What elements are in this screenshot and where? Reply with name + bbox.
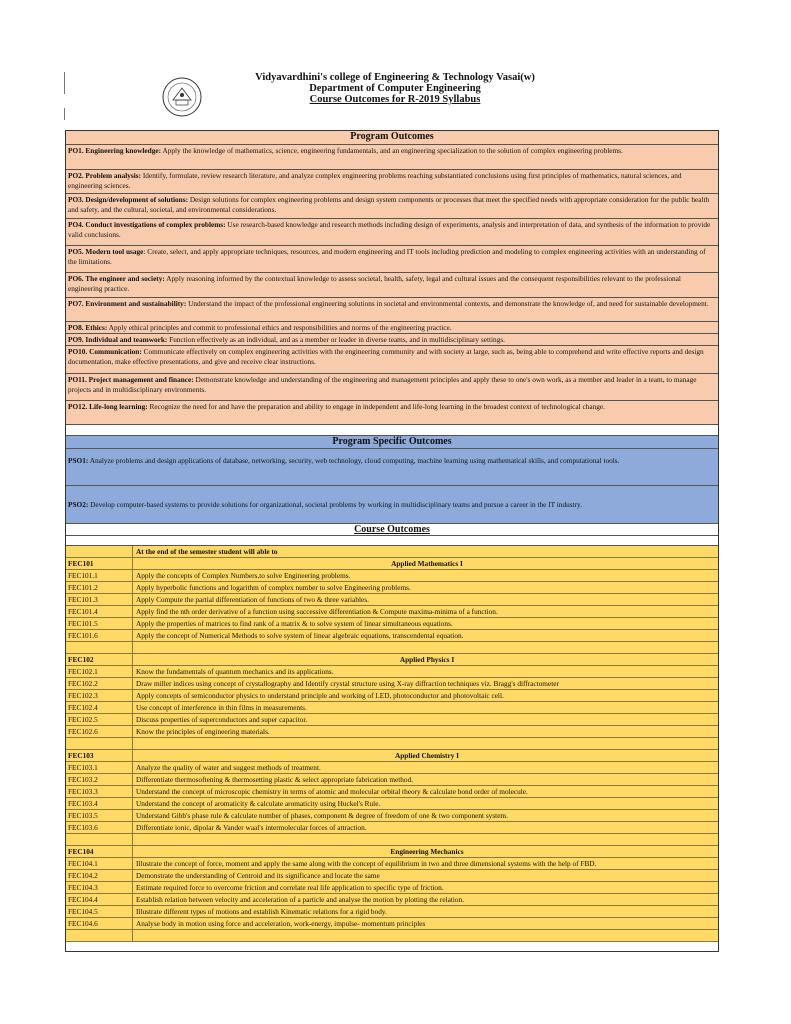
course-code-cell — [66, 930, 133, 941]
course-desc-cell: Use concept of interference in thin films in measurements. — [136, 703, 307, 712]
college-name: Vidyavardhini's college of Engineering & Technology Vasai(w) — [255, 72, 535, 83]
po-label: PO1. Engineering knowledge: — [68, 146, 162, 155]
course-code-cell: FEC104.3 — [66, 882, 133, 893]
course-outcome-row — [66, 858, 718, 870]
course-desc-cell: Applied Mathematics I — [391, 559, 463, 568]
course-code-cell: FEC102 — [66, 654, 133, 665]
po-text: Understand the impact of the professional engineering solutions in societal and environmental contexts, and demonstrate the knowledge of, and need for sustainable development. — [186, 299, 709, 308]
course-header-FEC101 — [66, 558, 718, 570]
course-desc-cell: Apply find the nth order derivative of a function using successive differentiation & Compute maxima-minima of a function. — [136, 607, 498, 616]
course-outcome-row — [66, 762, 718, 774]
pso-text: Analyze problems and design applications of database, networking, security, web technology, cloud computing, machine learning using mathematical skills, and computational tools. — [88, 456, 620, 465]
program-outcome-3 — [66, 194, 718, 219]
document-subtitle: Course Outcomes for R-2019 Syllabus — [309, 94, 481, 105]
program-specific-outcome-2 — [66, 486, 718, 524]
course-desc-cell: Apply the properties of matrices to find rank of a matrix & to solve system of linear simultaneous equations. — [136, 619, 453, 628]
po-text: Design solutions for complex engineering problems and design system components or processes that meet the specified needs with appropriate consideration for the public health and safety, and the cultural, societal, and environmental considerations. — [68, 195, 710, 214]
po-text: Recognize the need for and have the preparation and ability to engage in independent and life-long learning in the broadest context of technological change. — [147, 402, 605, 411]
course-outcome-row — [66, 726, 718, 738]
course-outcome-row — [66, 666, 718, 678]
college-seal-icon — [161, 76, 203, 118]
course-desc-cell: Establish relation between velocity and acceleration of a particle and analyse the motion by plotting the relation. — [136, 895, 465, 904]
course-desc-cell: Understand Gibb's phase rule & calculate number of phases, component & degree of freedom of one & two component system. — [136, 811, 508, 820]
po-label: PO3. Design/development of solutions: — [68, 195, 188, 204]
course-desc-cell: Apply the concepts of Complex Numbers,to solve Engineering problems. — [136, 571, 351, 580]
course-code-cell: FEC102.4 — [66, 702, 133, 713]
course-desc-cell: Apply concepts of semiconductor physics to understand principle and working of LED, photoconductor and photovoltaic cell. — [136, 691, 504, 700]
course-desc-cell: Applied Chemistry I — [394, 751, 460, 760]
course-code-cell: FEC104.2 — [66, 870, 133, 881]
po-text: Demonstrate knowledge and understanding of the engineering and management principles and apply these to one's own work, as a member and leader in a team, to manage projects and in multidisciplinary environments. — [68, 375, 697, 394]
blank-course-row — [66, 642, 718, 654]
po-text: Communicate effectively on complex engineering activities with the engineering community and with society at large, such as, being able to comprehend and write effective reports and design documentation, make effective presentations, and give and receive clear instructions. — [68, 347, 704, 366]
course-desc-cell: Analyze the quality of water and suggest methods of treatment. — [136, 763, 321, 772]
course-outcome-row — [66, 618, 718, 630]
po-label: PO11. Project management and finance: — [68, 375, 194, 384]
blank-row — [66, 536, 718, 546]
course-outcome-row — [66, 582, 718, 594]
po-label: PO7. Environment and sustainability: — [68, 299, 187, 308]
course-desc-cell — [133, 930, 136, 941]
po-label: PO8. Ethics: — [68, 323, 108, 332]
course-code-cell: FEC104.1 — [66, 858, 133, 869]
program-outcome-10 — [66, 346, 718, 374]
course-desc-cell: At the end of the semester student will able to — [136, 547, 278, 556]
po-label: PO5. Modern tool usage — [68, 247, 144, 256]
course-code-cell: FEC101.2 — [66, 582, 133, 593]
course-desc-cell: Illustrate the concept of force, moment and apply the same along with the concept of equilibrium in two and three dimensional systems with the help of FBD. — [136, 859, 597, 868]
blank-course-row — [66, 930, 718, 942]
blank-course-row — [66, 738, 718, 750]
po-text: : Create, select, and apply appropriate techniques, resources, and modern engineering and IT tools including prediction and modeling to complex engineering activities with an understanding of the limitations. — [68, 247, 706, 266]
page-edge-marker — [64, 108, 65, 120]
course-desc-cell: Engineering Mechanics — [390, 847, 464, 856]
program-outcome-5 — [66, 246, 718, 273]
course-outcome-row — [66, 594, 718, 606]
course-code-cell: FEC102.1 — [66, 666, 133, 677]
po-text: Apply reasoning informed by the contextual knowledge to assess societal, health, safety, legal and cultural issues and the consequent responsibilities relevant to the professional engineering practice. — [68, 274, 681, 293]
program-outcome-9 — [66, 334, 718, 346]
course-code-cell: FEC102.2 — [66, 678, 133, 689]
program-outcome-11 — [66, 374, 718, 401]
course-outcome-row — [66, 822, 718, 834]
po-text: Identify, formulate, review research literature, and analyze complex engineering problems reaching substantiated conclusions using first principles of mathematics, natural sciences, and engineering sciences. — [68, 171, 682, 190]
program-outcome-4 — [66, 219, 718, 246]
course-desc-cell: Demonstrate the understanding of Centroid and its significance and locate the same — [136, 871, 380, 880]
course-code-cell: FEC101.3 — [66, 594, 133, 605]
course-desc-cell: Draw miller indices using concept of crystallography and Identify crystal structure using X-ray diffraction techniques viz. Bragg's diffractometer — [136, 679, 559, 688]
course-code-cell: FEC102.5 — [66, 714, 133, 725]
course-code-cell: FEC102.3 — [66, 690, 133, 701]
course-desc-cell — [133, 738, 136, 749]
course-code-cell: FEC104 — [66, 846, 133, 857]
course-code-cell: FEC103.4 — [66, 798, 133, 809]
course-outcome-row — [66, 678, 718, 690]
course-code-cell: FEC104.4 — [66, 894, 133, 905]
blank-row — [66, 425, 718, 436]
course-outcome-row — [66, 714, 718, 726]
course-outcome-row — [66, 894, 718, 906]
course-header-FEC103 — [66, 750, 718, 762]
course-code-cell: FEC101.5 — [66, 618, 133, 629]
course-outcome-row — [66, 606, 718, 618]
course-desc-cell: Differentiate thermosoftening & thermosetting plastic & select appropriate fabrication method. — [136, 775, 414, 784]
course-desc-cell: Know the fundamentals of quantum mechanics and its applications. — [136, 667, 334, 676]
course-desc-cell: Applied Physics I — [399, 655, 455, 664]
course-desc-cell: Apply Compute the partial differentiation of functions of two & three variables. — [136, 595, 369, 604]
course-desc-cell — [133, 642, 136, 653]
course-outcome-row — [66, 798, 718, 810]
course-desc-cell: Estimate required force to overcome friction and correlate real life application to specific type of friction. — [136, 883, 444, 892]
course-outcome-row — [66, 630, 718, 642]
program-outcome-12 — [66, 401, 718, 425]
course-outcome-row — [66, 786, 718, 798]
program-specific-outcome-1 — [66, 449, 718, 486]
po-label: PO12. Life-long learning: — [68, 402, 148, 411]
course-code-cell: FEC103.1 — [66, 762, 133, 773]
course-code-cell — [66, 546, 133, 557]
program-outcomes-title: Program Outcomes — [66, 131, 718, 145]
course-desc-cell: Understand the concept of microscopic chemistry in terms of atomic and molecular orbital theory & calculate bond order of molecule. — [136, 787, 528, 796]
po-label: PO2. Problem analysis: — [68, 171, 142, 180]
pso-label: PSO1: — [68, 456, 89, 465]
course-outcomes-intro — [66, 546, 718, 558]
course-code-cell: FEC104.6 — [66, 918, 133, 929]
course-code-cell: FEC102.6 — [66, 726, 133, 737]
course-desc-cell: Discuss properties of superconductors and super capacitor. — [136, 715, 308, 724]
course-outcome-row — [66, 918, 718, 930]
course-code-cell — [66, 738, 133, 749]
course-outcome-row — [66, 882, 718, 894]
course-code-cell: FEC101 — [66, 558, 133, 569]
course-outcome-row — [66, 774, 718, 786]
pso-label: PSO2: — [68, 500, 89, 509]
course-header-FEC102 — [66, 654, 718, 666]
pso-text: Develop computer-based systems to provide solutions for organizational, societal problems by working in multidisciplinary teams and pursue a career in the IT industry. — [88, 500, 583, 509]
pso-title: Program Specific Outcomes — [66, 436, 718, 449]
course-code-cell: FEC103.5 — [66, 810, 133, 821]
program-outcome-6 — [66, 273, 718, 298]
course-code-cell — [66, 642, 133, 653]
course-code-cell: FEC103.6 — [66, 822, 133, 833]
course-code-cell: FEC103 — [66, 750, 133, 761]
course-desc-cell: Apply hyperbolic functions and logarithm of complex number to solve Engineering problems. — [136, 583, 411, 592]
course-outcome-row — [66, 570, 718, 582]
course-code-cell: FEC104.5 — [66, 906, 133, 917]
course-desc-cell: Illustrate different types of motions and establish Kinematic relations for a rigid body. — [136, 907, 387, 916]
course-desc-cell: Differentiate ionic, dipolar & Vander waal's intermolecular forces of attraction. — [136, 823, 367, 832]
po-label: PO4. Conduct investigations of complex problems: — [68, 220, 226, 229]
department-name: Department of Computer Engineering — [309, 83, 481, 94]
course-code-cell: FEC101.6 — [66, 630, 133, 641]
course-desc-cell: Understand the concept of aromaticity & calculate aromaticity using Huckel's Rule. — [136, 799, 381, 808]
po-text: Use research-based knowledge and research methods including design of experiments, analysis and interpretation of data, and synthesis of the information to provide valid conclusions. — [68, 220, 711, 239]
course-code-cell — [66, 834, 133, 845]
program-outcome-2 — [66, 170, 718, 194]
program-outcome-1 — [66, 145, 718, 170]
blank-course-row — [66, 834, 718, 846]
outcomes-sheet — [65, 130, 719, 952]
course-code-cell: FEC103.2 — [66, 774, 133, 785]
po-text: Apply ethical principles and commit to professional ethics and responsibilities and norms of the engineering practice. — [107, 323, 452, 332]
course-outcome-row — [66, 906, 718, 918]
course-outcome-row — [66, 810, 718, 822]
course-desc-cell — [133, 834, 136, 845]
course-header-FEC104 — [66, 846, 718, 858]
po-label: PO9. Individual and teamwork: — [68, 335, 168, 344]
course-desc-cell: Apply the concept of Numerical Methods to solve system of linear algebraic equations, transcendental equation. — [136, 631, 464, 640]
program-outcome-7 — [66, 298, 718, 322]
course-code-cell: FEC101.4 — [66, 606, 133, 617]
course-code-cell: FEC103.3 — [66, 786, 133, 797]
program-outcome-8 — [66, 322, 718, 334]
course-code-cell: FEC101.1 — [66, 570, 133, 581]
page-edge-marker — [64, 72, 65, 94]
course-desc-cell: Know the principles of engineering materials. — [136, 727, 270, 736]
course-outcome-row — [66, 870, 718, 882]
po-text: Apply the knowledge of mathematics, science, engineering fundamentals, and an engineering specialization to the solution of complex engineering problems. — [161, 146, 623, 155]
po-label: PO6. The engineer and society: — [68, 274, 165, 283]
po-text: Function effectively as an individual, and as a member or leader in diverse teams, and in multidisciplinary settings. — [167, 335, 506, 344]
course-desc-cell: Analyse body in motion using force and acceleration, work-energy, impulse- momentum principles — [136, 919, 426, 928]
course-outcome-row — [66, 702, 718, 714]
course-outcomes-title: Course Outcomes — [66, 524, 718, 536]
course-outcome-row — [66, 690, 718, 702]
po-label: PO10. Communication: — [68, 347, 142, 356]
